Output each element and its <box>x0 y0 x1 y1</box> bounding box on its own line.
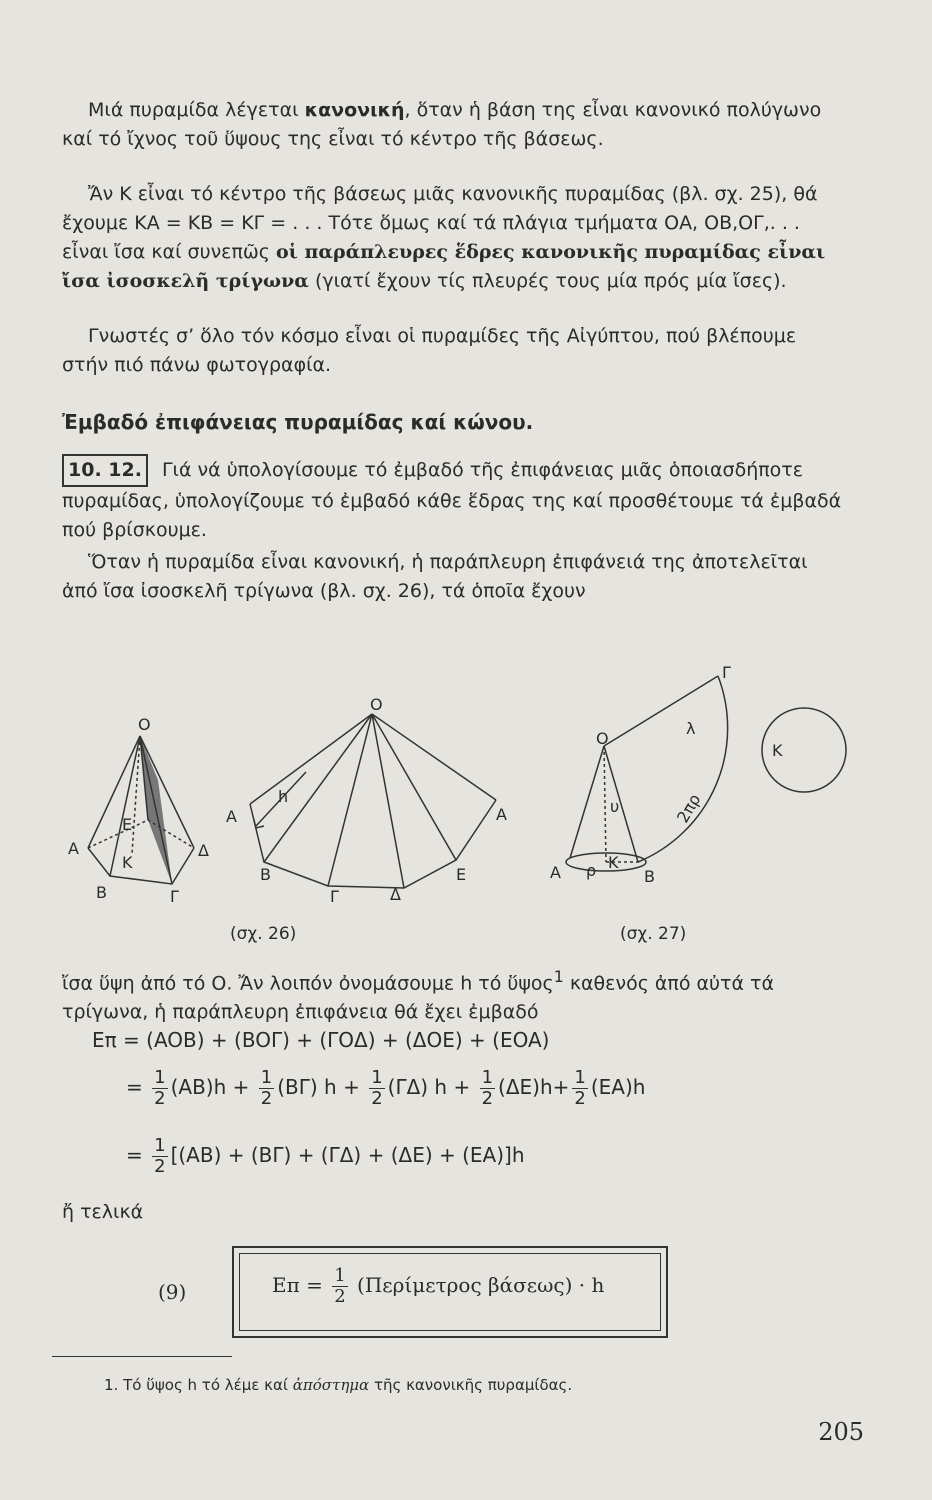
paragraph-lateral-faces: Ἄν Κ εἶναι τό κέντρο τῆς βάσεως μιᾶς κανονικῆς πυραμίδας (βλ. σχ. 25), θά ἔχουμε ΚΑ = ΚΒ = ΚΓ = . . . Τότε ὅμως καί τά πλάγια τμήματα ΟΑ, ΟΒ,ΟΓ,. . . εἶναι ἴσα καί συνεπῶς οἱ παράπλευρες ἕδρες κανονικῆς πυραμίδας εἶναι ἴσα ἰσοσκελῆ τρίγωνα (γιατί ἔχουν τίς πλευρές τους μία πρός μία ἴσες). <box>62 183 826 292</box>
figure-lateral-faces <box>220 696 520 911</box>
fraction-half: $\frac{1}{2}$ <box>574 1067 586 1109</box>
caption-fig27: (σχ. 27) <box>620 924 687 944</box>
equation-number: (9) <box>158 1280 187 1304</box>
footnote-rule <box>52 1356 232 1357</box>
formula-9: Eπ = $\frac{1}{2}$ (Περίμετρος βάσεως) · h <box>272 1265 605 1307</box>
fig3-label-K-circle: K <box>772 741 783 760</box>
bold-theorem: οἱ παράπλευρες ἕδρες κανονικῆς πυραμίδας εἶναι ἴσα ἰσοσκελῆ τρίγωνα <box>62 241 826 292</box>
fig2-label-D: Δ <box>390 885 401 904</box>
fig1-label-A: A <box>68 839 79 858</box>
equation-line-3: = $\frac{1}{2}$ [(AB) + (BΓ) + (ΓΔ) + (ΔE) + (EA)]h <box>126 1135 525 1177</box>
paragraph-egypt: Γνωστές σ’ ὅλο τόν κόσμο εἶναι οἱ πυραμίδες τῆς Αἰγύπτου, πού βλέπουμε στήν πιό πάνω φωτογραφία. <box>62 325 797 376</box>
fraction-half: $\frac{1}{2}$ <box>154 1135 166 1177</box>
footnote: 1. Τό ὕψος h τό λέμε καί ἀπόστημα τῆς κανονικῆς πυραμίδας. <box>104 1376 573 1394</box>
fig3-label-O: O <box>596 729 609 748</box>
fig3-label-rho: ρ <box>586 861 597 880</box>
fig2-label-O: O <box>370 696 383 714</box>
fraction-half: $\frac{1}{2}$ <box>481 1067 494 1109</box>
fraction-half: $\frac{1}{2}$ <box>260 1067 273 1109</box>
fig2-label-h: h <box>278 787 289 806</box>
fig3-label-2pr: 2πρ <box>673 790 705 826</box>
fig2-label-B: B <box>260 865 271 884</box>
fig1-label-G: Γ <box>170 887 179 906</box>
fig3-label-lambda: λ <box>686 719 696 738</box>
paragraph-regular-pyramid-definition: Μιά πυραμίδα λέγεται κανονική, ὅταν ἡ βάση της εἶναι κανονικό πολύγωνο καί τό ἴχνος τοῦ ὕψους της εἶναι τό κέντρο τῆς βάσεως. <box>62 99 822 150</box>
figure-cone <box>540 664 860 889</box>
fraction-half: $\frac{1}{2}$ <box>154 1067 166 1109</box>
fig3-label-K-base: K <box>608 853 619 872</box>
fraction-half: $\frac{1}{2}$ <box>334 1265 346 1307</box>
fig2-label-G: Γ <box>330 887 339 906</box>
fig1-label-E: E <box>122 815 133 834</box>
fig1-label-D: Δ <box>198 841 209 860</box>
text-finally: ἤ τελικά <box>62 1201 144 1223</box>
paragraph-equal-heights: ἴσα ὕψη ἀπό τό Ο. Ἄν λοιπόν ὀνομάσουμε h τό ὕψος$^1$ καθενός ἀπό αὐτά τά τρίγωνα, ἡ παράπλευρη ἐπιφάνεια θά ἔχει ἐμβαδό <box>62 967 774 1024</box>
caption-fig26: (σχ. 26) <box>230 924 297 944</box>
fig1-label-B: B <box>96 883 107 902</box>
fig1-label-K: K <box>122 853 133 872</box>
section-heading: Ἐμβαδό ἐπιφάνειας πυραμίδας καί κώνου. <box>62 410 534 434</box>
fig2-label-E: E <box>456 865 467 884</box>
equation-line-2: = $\frac{1}{2}$ (AB)h + $\frac{1}{2}$ (BΓ) h + $\frac{1}{2}$ (ΓΔ) h + $\frac{1}{2}$ (ΔE)h+ $\frac{1}{2}$ (EA)h <box>126 1067 646 1109</box>
fig2-label-A-right: A <box>496 805 507 824</box>
equation-line-1: Eπ = (AOB) + (BOΓ) + (ΓOΔ) + (ΔOE) + (EOA) <box>92 1028 550 1052</box>
fraction-half: $\frac{1}{2}$ <box>371 1067 383 1109</box>
fig3-label-v: υ <box>610 797 620 816</box>
paragraph-surface-area: 10. 12. Γιά νά ὑπολογίσουμε τό ἐμβαδό τῆς ἐπιφάνειας μιᾶς ὁποιασδήποτε πυραμίδας, ὑπολογίζουμε τό ἐμβαδό κάθε ἕδρας της καί προσθέτουμε τά ἐμβαδά πού βρίσκουμε. <box>62 454 844 545</box>
fig3-label-G: Γ <box>722 664 731 682</box>
page-number: 205 <box>818 1418 864 1446</box>
figure-pyramid <box>62 708 232 913</box>
section-number-box: 10. 12. <box>62 454 148 487</box>
fig2-label-A-left: A <box>226 807 237 826</box>
term-kanoniki: κανονική <box>304 99 405 121</box>
fig1-label-O: O <box>138 715 151 734</box>
fig3-label-B: B <box>644 867 655 886</box>
fig3-label-A: A <box>550 863 561 882</box>
paragraph-regular-lateral: Ὅταν ἡ πυραμίδα εἶναι κανονική, ἡ παράπλευρη ἐπιφάνειά της ἀποτελεῖται ἀπό ἴσα ἰσοσκελῆ τρίγωνα (βλ. σχ. 26), τά ὁποῖα ἔχουν <box>62 551 808 602</box>
